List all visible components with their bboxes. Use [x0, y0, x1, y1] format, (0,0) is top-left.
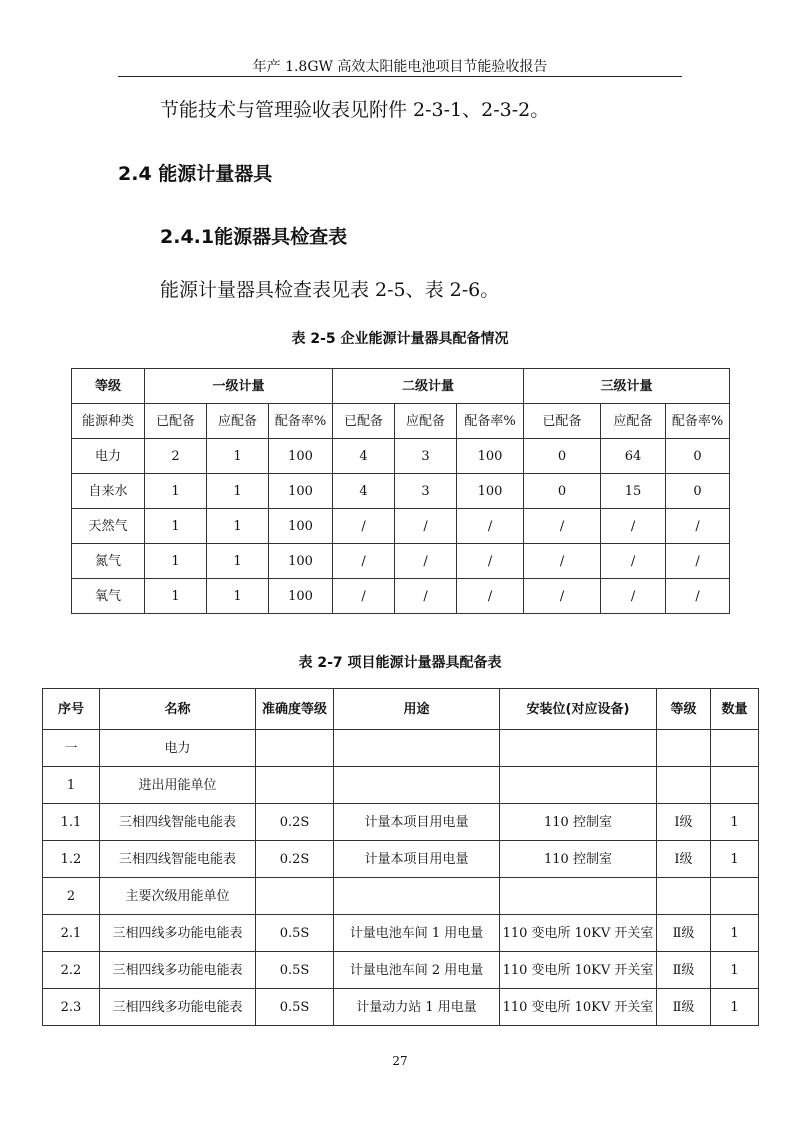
table-cell: 1 [207, 544, 269, 579]
table-cell: 110 变电所 10KV 开关室 [500, 915, 657, 952]
table-cell: 1 [145, 544, 207, 579]
table-cell: / [524, 509, 601, 544]
section-heading [118, 159, 272, 186]
table1-grade-header: 等级 [72, 369, 145, 404]
table1-caption: 表 2-5 企业能源计量器具配备情况 [291, 331, 509, 347]
table-cell: 110 变电所 10KV 开关室 [500, 952, 657, 989]
table1-col-header: 应配备 [601, 404, 666, 439]
table1-level2-header: 二级计量 [333, 369, 524, 404]
table-row [43, 730, 759, 767]
table-cell: 0 [666, 474, 730, 509]
table-cell: 2 [145, 439, 207, 474]
table1-meter-allocation [71, 368, 730, 614]
table-cell: 100 [269, 474, 333, 509]
table1-col-header: 应配备 [395, 404, 457, 439]
table-cell: / [333, 579, 395, 614]
table-cell: 1 [145, 579, 207, 614]
table-cell: 110 变电所 10KV 开关室 [500, 989, 657, 1026]
table-row [72, 439, 730, 474]
table-cell [657, 767, 711, 804]
table-cell [711, 878, 759, 915]
table-cell: / [524, 579, 601, 614]
table-cell: / [395, 509, 457, 544]
table-cell: 自来水 [72, 474, 145, 509]
table-row [43, 841, 759, 878]
table1-col-header: 已配备 [145, 404, 207, 439]
table1-header-row2 [72, 404, 730, 439]
table-cell: 氮气 [72, 544, 145, 579]
table-cell: 计量动力站 1 用电量 [334, 989, 500, 1026]
table-row [43, 804, 759, 841]
table-cell [334, 767, 500, 804]
table-cell: 1 [145, 509, 207, 544]
table-row [72, 474, 730, 509]
table1-header-row1 [72, 369, 730, 404]
table-cell: 100 [269, 439, 333, 474]
table1-level1-header: 一级计量 [145, 369, 333, 404]
table-cell: / [333, 544, 395, 579]
table-cell: 100 [269, 544, 333, 579]
subsection-number: 2.4.1 [160, 226, 215, 248]
table-cell: 1.1 [43, 804, 100, 841]
table2-col-header: 准确度等级 [256, 689, 334, 730]
table-cell: 110 控制室 [500, 804, 657, 841]
table-cell: 三相四线智能电能表 [100, 804, 256, 841]
table-cell: 4 [333, 439, 395, 474]
table-cell: 1.2 [43, 841, 100, 878]
table-cell: 1 [207, 474, 269, 509]
table2-col-header: 序号 [43, 689, 100, 730]
table-row [72, 509, 730, 544]
table1-col-header: 配备率% [666, 404, 730, 439]
table-cell [500, 878, 657, 915]
table-cell: 2 [43, 878, 100, 915]
table-cell: 0.5S [256, 952, 334, 989]
table2-col-header: 安装位(对应设备) [500, 689, 657, 730]
table-cell: / [524, 544, 601, 579]
table-cell: 1 [711, 841, 759, 878]
table-cell: Ⅰ级 [657, 841, 711, 878]
table-cell: 电力 [100, 730, 256, 767]
table2-caption: 表 2-7 项目能源计量器具配备表 [298, 655, 502, 671]
table-row [43, 915, 759, 952]
table-cell [657, 730, 711, 767]
table-cell: / [333, 509, 395, 544]
table-cell: 1 [207, 509, 269, 544]
table1-col-header: 已配备 [333, 404, 395, 439]
table-cell: / [601, 579, 666, 614]
table-cell: / [601, 544, 666, 579]
table-cell: 2.3 [43, 989, 100, 1026]
table-cell: 计量本项目用电量 [334, 841, 500, 878]
table-cell: 一 [43, 730, 100, 767]
table-cell: 进出用能单位 [100, 767, 256, 804]
table-row [72, 579, 730, 614]
table-cell: 2.1 [43, 915, 100, 952]
table-cell: 1 [711, 804, 759, 841]
section-number: 2.4 [118, 163, 152, 185]
table-row [43, 878, 759, 915]
table-cell: / [666, 509, 730, 544]
table-cell [334, 878, 500, 915]
table-row [43, 767, 759, 804]
table-cell: 1 [207, 439, 269, 474]
table-cell: 0.5S [256, 989, 334, 1026]
table-cell: / [395, 544, 457, 579]
table-cell: 3 [395, 474, 457, 509]
table-cell: / [666, 544, 730, 579]
table1-col-header: 能源种类 [72, 404, 145, 439]
table1-col-header: 应配备 [207, 404, 269, 439]
table-cell [711, 767, 759, 804]
intro-paragraph: 节能技术与管理验收表见附件 2-3-1、2-3-2。 [160, 99, 550, 121]
table-cell: 计量电池车间 2 用电量 [334, 952, 500, 989]
table1-col-header: 配备率% [457, 404, 524, 439]
table-cell: 三相四线多功能电能表 [100, 915, 256, 952]
table-cell: 三相四线智能电能表 [100, 841, 256, 878]
table-cell: 1 [207, 579, 269, 614]
table-cell: 0 [524, 474, 601, 509]
table-cell: 2.2 [43, 952, 100, 989]
subsection-title: 能源器具检查表 [214, 226, 348, 248]
table2-col-header: 用途 [334, 689, 500, 730]
table-cell: 电力 [72, 439, 145, 474]
table2-col-header: 数量 [711, 689, 759, 730]
table-cell: Ⅱ级 [657, 989, 711, 1026]
table-cell: 计量本项目用电量 [334, 804, 500, 841]
table-cell: 氧气 [72, 579, 145, 614]
table-cell [256, 767, 334, 804]
table1-col-header: 已配备 [524, 404, 601, 439]
table-cell [500, 730, 657, 767]
page-number: 27 [392, 1054, 408, 1068]
table-cell: 1 [711, 952, 759, 989]
table-cell: 0 [666, 439, 730, 474]
table-cell: / [457, 509, 524, 544]
table-row [43, 952, 759, 989]
table-cell [256, 878, 334, 915]
table-cell: 100 [269, 509, 333, 544]
table-cell: Ⅱ级 [657, 952, 711, 989]
table-cell: Ⅰ级 [657, 804, 711, 841]
table-cell: 15 [601, 474, 666, 509]
table-cell [711, 730, 759, 767]
table-cell: 100 [457, 439, 524, 474]
table-cell: 3 [395, 439, 457, 474]
running-header: 年产 1.8GW 高效太阳能电池项目节能验收报告 [252, 59, 548, 75]
table-cell: / [457, 579, 524, 614]
table-cell: 4 [333, 474, 395, 509]
table1-col-header: 配备率% [269, 404, 333, 439]
table-cell: / [666, 579, 730, 614]
table2-project-meters [42, 688, 759, 1026]
table-cell: 1 [43, 767, 100, 804]
table-cell: / [457, 544, 524, 579]
table-cell: 0.2S [256, 804, 334, 841]
table-cell: 1 [711, 915, 759, 952]
table-cell: / [601, 509, 666, 544]
table-cell: 三相四线多功能电能表 [100, 952, 256, 989]
table-cell: 100 [269, 579, 333, 614]
section-title: 能源计量器具 [158, 163, 273, 185]
table-cell: 计量电池车间 1 用电量 [334, 915, 500, 952]
table-cell: 100 [457, 474, 524, 509]
table-cell [657, 878, 711, 915]
table-row [72, 544, 730, 579]
table-cell [334, 730, 500, 767]
table-cell: 110 控制室 [500, 841, 657, 878]
table2-header-row [43, 689, 759, 730]
table-cell: Ⅱ级 [657, 915, 711, 952]
table-cell: 0.5S [256, 915, 334, 952]
subsection-heading [160, 222, 347, 249]
table-cell: 1 [145, 474, 207, 509]
table-cell [500, 767, 657, 804]
table-cell: 主要次级用能单位 [100, 878, 256, 915]
table-row [43, 989, 759, 1026]
table-cell [256, 730, 334, 767]
table-cell: 0.2S [256, 841, 334, 878]
table2-col-header: 等级 [657, 689, 711, 730]
header-rule [118, 76, 682, 77]
table-cell: 64 [601, 439, 666, 474]
table1-level3-header: 三级计量 [524, 369, 730, 404]
table2-col-header: 名称 [100, 689, 256, 730]
table-cell: 0 [524, 439, 601, 474]
table-cell: / [395, 579, 457, 614]
table-cell: 1 [711, 989, 759, 1026]
table-cell: 天然气 [72, 509, 145, 544]
table-cell: 三相四线多功能电能表 [100, 989, 256, 1026]
sub-paragraph: 能源计量器具检查表见表 2-5、表 2-6。 [160, 279, 500, 301]
